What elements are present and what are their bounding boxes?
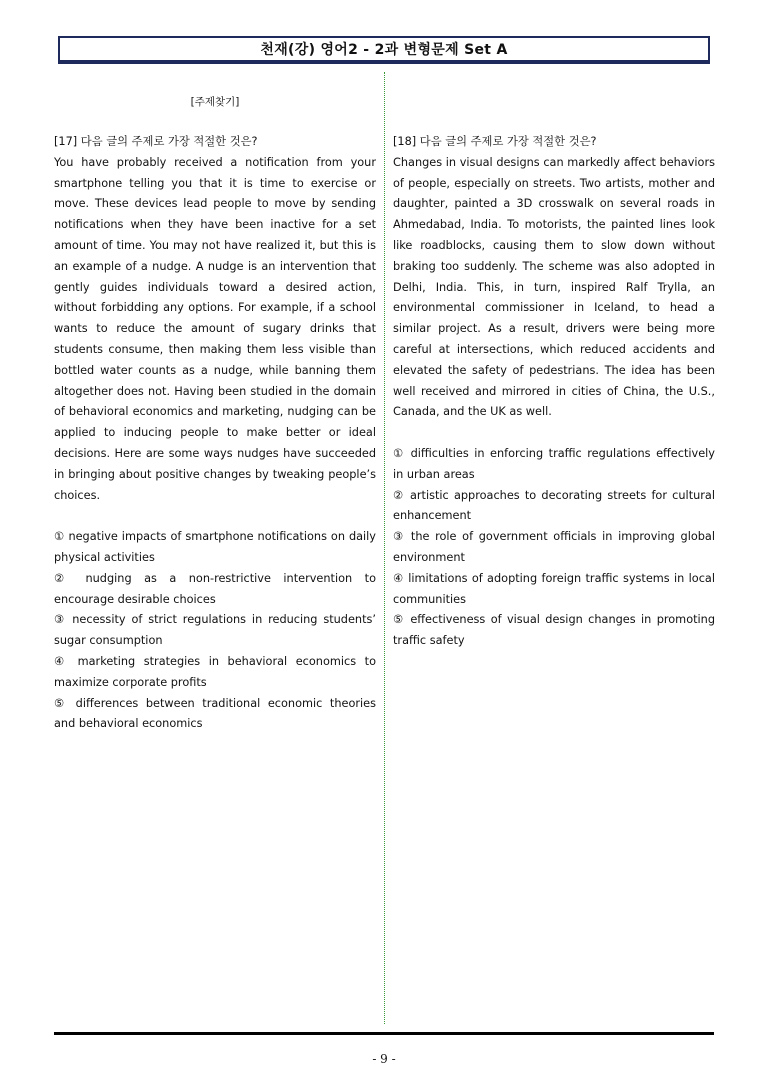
answer-option-3: ③ the role of government officials in improving global environment bbox=[393, 530, 715, 564]
answer-options bbox=[393, 444, 715, 652]
answer-option-5: ⑤ effectiveness of visual design changes in promoting traffic safety bbox=[393, 613, 715, 648]
answer-option-5: ⑤ differences between traditional economic theories and behavioral economics bbox=[54, 696, 376, 731]
page-header bbox=[58, 36, 710, 64]
answer-option-1: ① difficulties in enforcing traffic regulations effectively in urban areas bbox=[393, 446, 715, 481]
question-passage: You have probably received a notification from your smartphone telling you that it is time to exercise or move. These devices lead people to move by sending notifications when they have been inactive for a set amount of time. You may not have realized it, but this is an example of a nudge. A nudge is an intervention that gently guides individuals toward a desired action, without forbidding any options. For example, if a school wants to reduce the amount of sugary drinks that students consume, then making them less visible than bottled water counts as a nudge, while banning them altogether does not. Having been studied in the domain of behavioral economics and marketing, nudging can be applied to inducing people to make better or ideal decisions. Here are some ways nudges have succeeded in bringing about positive changes by tweaking people’s choices. bbox=[54, 155, 376, 502]
answer-option-1: ① negative impacts of smartphone notifications on daily physical activities bbox=[54, 530, 376, 564]
answer-option-3: ③ necessity of strict regulations in reducing students’ sugar consumption bbox=[54, 613, 376, 648]
footer-rule bbox=[54, 1032, 714, 1035]
answer-option-2: ② artistic approaches to decorating streets for cultural enhancement bbox=[393, 488, 715, 523]
page-number: - 9 - bbox=[372, 1052, 396, 1066]
question-18 bbox=[393, 132, 715, 652]
answer-option-4: ④ limitations of adopting foreign traffic systems in local communities bbox=[393, 571, 715, 606]
question-17 bbox=[54, 132, 376, 735]
page-title: 천재(강) 영어2 - 2과 변형문제 Set A bbox=[260, 42, 508, 58]
answer-options bbox=[54, 527, 376, 735]
question-passage: Changes in visual designs can markedly affect behaviors of people, especially on streets. Two artists, mother and daughter, painted a 3D crosswalk on several roads in Ahmedabad, India. To motorists, the painted lines look like roadblocks, causing them to slow down without braking too suddenly. The scheme was also adopted in Delhi, India. This, in turn, inspired Ralf Trylla, an environmental commissioner in Iceland, to head a similar project. As a result, drivers were being more careful at intersections, which reduced accidents and elevated the safety of pedestrians. The idea has been well received and mirrored in cities of China, the U.S., Canada, and the UK as well. bbox=[393, 155, 715, 419]
answer-option-2: ② nudging as a non-restrictive intervention to encourage desirable choices bbox=[54, 571, 376, 606]
question-prompt: [17] 다음 글의 주제로 가장 적절한 것은? bbox=[54, 135, 258, 148]
question-prompt: [18] 다음 글의 주제로 가장 적절한 것은? bbox=[393, 135, 597, 148]
answer-option-4: ④ marketing strategies in behavioral economics to maximize corporate profits bbox=[54, 654, 376, 689]
section-label: [주제찾기] bbox=[190, 96, 240, 108]
column-divider bbox=[384, 72, 385, 1024]
